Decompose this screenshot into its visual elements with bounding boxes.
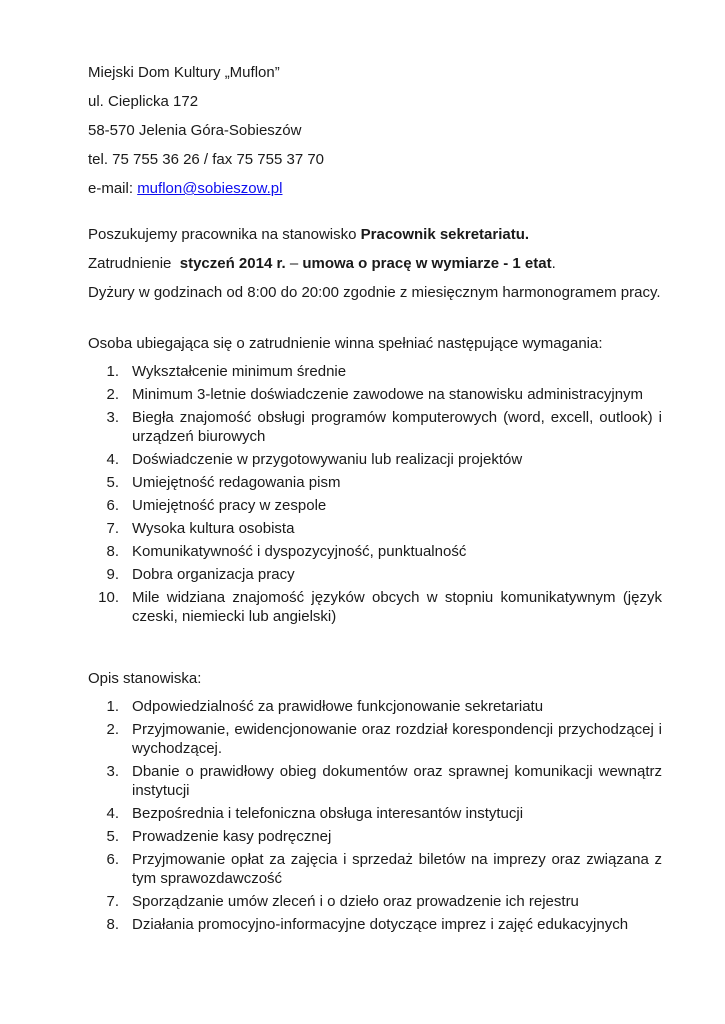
employment-line <box>88 253 662 274</box>
requirement-item <box>88 519 662 538</box>
email-label: e-mail: <box>88 180 138 197</box>
item-number: 2. <box>106 721 119 738</box>
requirement-item <box>88 588 662 626</box>
address-city: 58-570 Jelenia Góra-Sobieszów <box>88 122 302 139</box>
item-number: 6. <box>106 851 119 868</box>
requirements-list <box>88 362 662 626</box>
requirements-heading: Osoba ubiegająca się o zatrudnienie winna spełniać następujące wymagania: <box>88 335 603 352</box>
item-number: 5. <box>106 828 119 845</box>
item-text: Dobra organizacja pracy <box>132 566 295 583</box>
duty-item <box>88 827 662 846</box>
duties-list <box>88 697 662 934</box>
item-number: 10. <box>98 589 119 606</box>
item-number: 8. <box>106 543 119 560</box>
item-number: 1. <box>106 363 119 380</box>
requirement-item <box>88 362 662 381</box>
duty-item <box>88 915 662 934</box>
item-text: Przyjmowanie opłat za zajęcia i sprzedaż biletów na imprezy oraz związana z tym sprawozdawczość <box>132 851 662 887</box>
item-text: Doświadczenie w przygotowywaniu lub realizacji projektów <box>132 451 523 468</box>
item-text: Sporządzanie umów zleceń i o dzieło oraz prowadzenie ich rejestru <box>132 893 579 910</box>
item-text: Odpowiedzialność za prawidłowe funkcjonowanie sekretariatu <box>132 698 544 715</box>
item-number: 8. <box>106 916 119 933</box>
item-text: Działania promocyjno-informacyjne dotyczące imprez i zajęć edukacyjnych <box>132 916 629 933</box>
duty-item <box>88 892 662 911</box>
employment-normal-end: . <box>551 255 556 272</box>
duty-item <box>88 697 662 716</box>
item-number: 2. <box>106 386 119 403</box>
requirement-item <box>88 450 662 469</box>
requirement-item <box>88 565 662 584</box>
item-number: 4. <box>106 805 119 822</box>
duty-item <box>88 850 662 888</box>
requirements-section <box>88 333 662 626</box>
requirement-item <box>88 385 662 404</box>
item-number: 3. <box>106 409 119 426</box>
position-line-normal: Poszukujemy pracownika na stanowisko <box>88 226 361 243</box>
item-number: 7. <box>106 893 119 910</box>
item-number: 6. <box>106 497 119 514</box>
item-number: 5. <box>106 474 119 491</box>
item-number: 3. <box>106 763 119 780</box>
item-text: Przyjmowanie, ewidencjonowanie oraz rozdział korespondencji przychodzącej i wychodzącej. <box>132 721 662 757</box>
item-text: Wykształcenie minimum średnie <box>132 363 347 380</box>
item-number: 9. <box>106 566 119 583</box>
item-text: Komunikatywność i dyspozycyjność, punktualność <box>132 543 467 560</box>
position-line-bold: Pracownik sekretariatu. <box>360 226 530 243</box>
requirement-item <box>88 408 662 446</box>
org-name: Miejski Dom Kultury „Muflon” <box>88 64 280 81</box>
job-intro <box>88 224 662 303</box>
employment-separator: – <box>285 255 303 272</box>
email-link[interactable]: muflon@sobieszow.pl <box>137 180 283 197</box>
duty-item <box>88 762 662 800</box>
item-number: 4. <box>106 451 119 468</box>
hours-line: Dyżury w godzinach od 8:00 do 20:00 zgodnie z miesięcznym harmonogramem pracy. <box>88 284 661 301</box>
letterhead <box>88 62 662 199</box>
position-line <box>88 224 662 245</box>
duty-item <box>88 804 662 823</box>
address-street: ul. Cieplicka 172 <box>88 93 199 110</box>
employment-bold-date: styczeń 2014 r. <box>179 255 286 272</box>
requirement-item <box>88 542 662 561</box>
item-text: Mile widziana znajomość języków obcych w stopniu komunikatywnym (język czeski, niemiecki lub angielski) <box>132 589 662 625</box>
item-text: Dbanie o prawidłowy obieg dokumentów oraz sprawnej komunikacji wewnątrz instytucji <box>132 763 662 799</box>
duties-section <box>88 668 662 934</box>
item-text: Umiejętność pracy w zespole <box>132 497 327 514</box>
employment-bold-terms: umowa o pracę w wymiarze - 1 etat <box>302 255 552 272</box>
requirement-item <box>88 496 662 515</box>
phone-fax-line: tel. 75 755 36 26 / fax 75 755 37 70 <box>88 151 325 168</box>
item-text: Bezpośrednia i telefoniczna obsługa interesantów instytucji <box>132 805 524 822</box>
item-number: 1. <box>106 698 119 715</box>
email-line <box>88 178 662 199</box>
employment-normal-start: Zatrudnienie <box>88 255 180 272</box>
item-text: Prowadzenie kasy podręcznej <box>132 828 332 845</box>
item-text: Minimum 3-letnie doświadczenie zawodowe na stanowisku administracyjnym <box>132 386 644 403</box>
duties-heading: Opis stanowiska: <box>88 670 202 687</box>
item-text: Wysoka kultura osobista <box>132 520 295 537</box>
item-text: Biegła znajomość obsługi programów komputerowych (word, excell, outlook) i urządzeń biurowych <box>132 409 662 445</box>
item-number: 7. <box>106 520 119 537</box>
item-text: Umiejętność redagowania pism <box>132 474 341 491</box>
duty-item <box>88 720 662 758</box>
requirement-item <box>88 473 662 492</box>
